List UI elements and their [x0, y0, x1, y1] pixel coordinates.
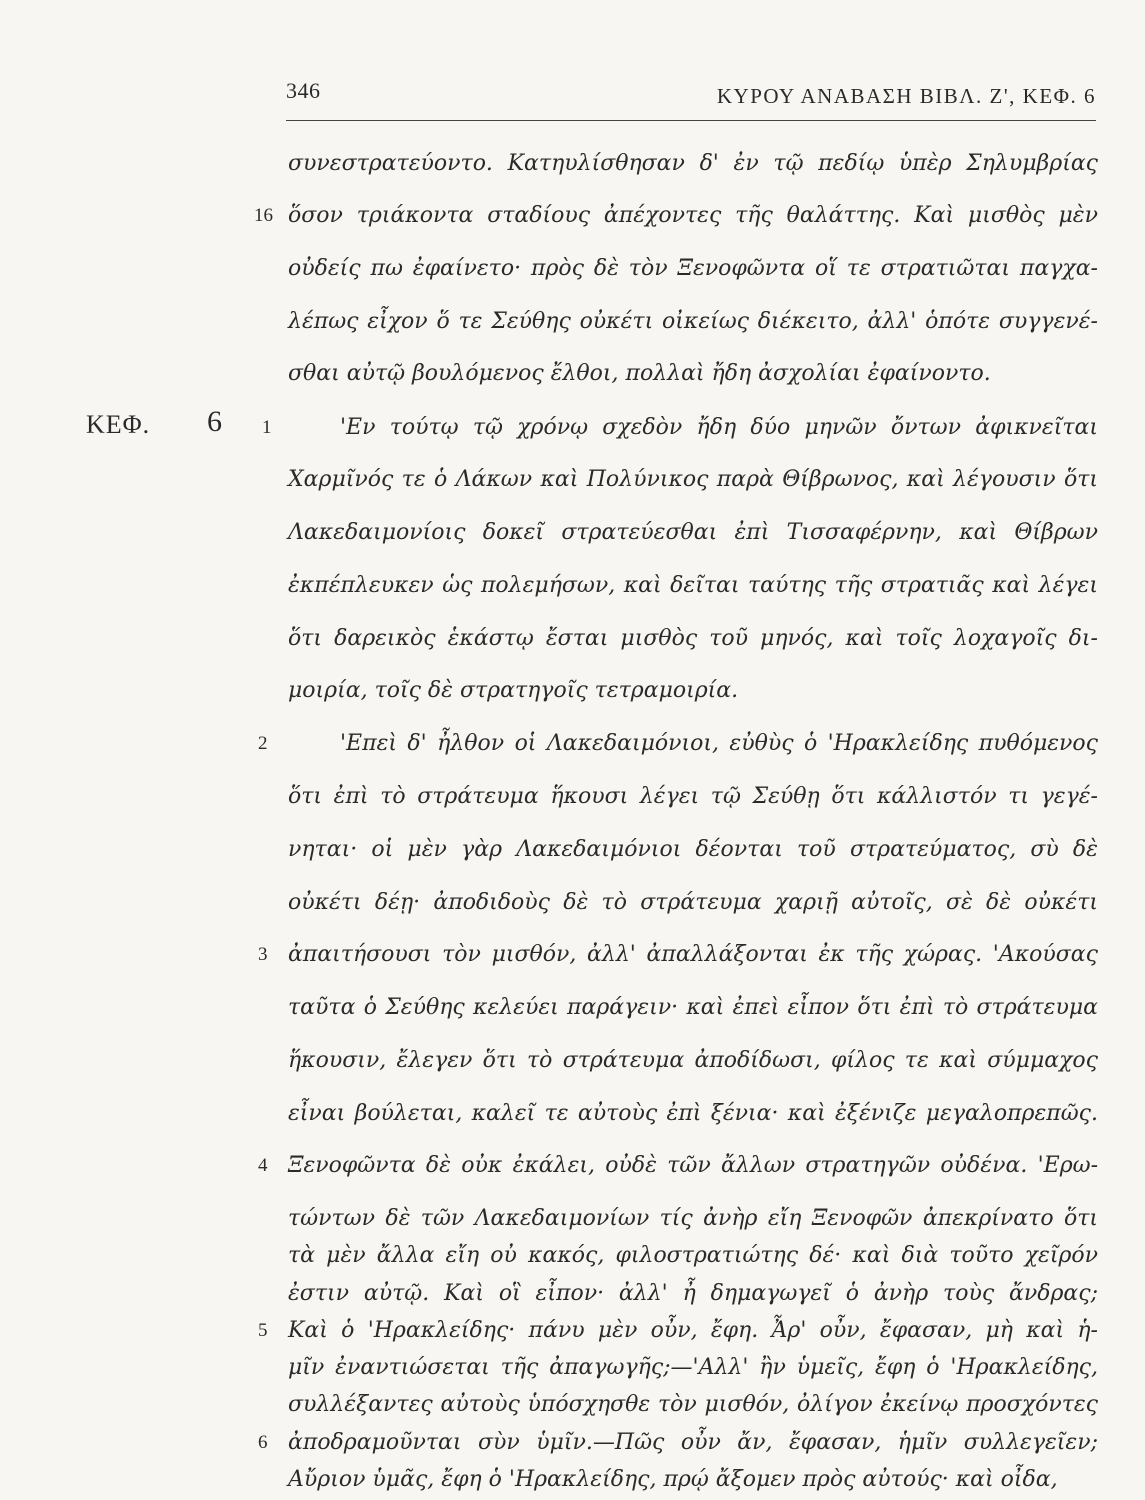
section-number: 16: [254, 205, 273, 226]
text-line: οὐκέτι δέῃ· ἀποδιδοὺς δὲ τὸ στράτευμα χαριῇ αὐτοῖς, σὲ δὲ οὐκέτι: [288, 890, 1098, 915]
text-line: ὅσον τριάκοντα σταδίους ἀπέχοντες τῆς θαλάττης. Καὶ μισθὸς μὲν: [288, 203, 1098, 228]
section-number: 5: [258, 1320, 268, 1341]
section-number: 4: [258, 1155, 268, 1176]
text-line: τὰ μὲν ἄλλα εἴη οὐ κακός, φιλοστρατιώτης δέ· καὶ διὰ τοῦτο χεῖρόν: [288, 1243, 1098, 1268]
page-header: [286, 78, 1096, 118]
text-line: ἀπαιτήσουσι τὸν μισθόν, ἀλλ' ἀπαλλάξονται ἐκ τῆς χώρας. 'Ακούσας: [288, 942, 1098, 967]
text-line: ὅτι δαρεικὸς ἑκάστῳ ἔσται μισθὸς τοῦ μηνός, καὶ τοῖς λοχαγοῖς δι-: [288, 626, 1098, 651]
text-line: λέπως εἶχον ὅ τε Σεύθης οὐκέτι οἰκείως διέκειτο, ἀλλ' ὁπότε συγγενέ-: [288, 309, 1098, 334]
section-number: 6: [258, 1432, 268, 1453]
page-number: 346: [286, 78, 321, 103]
text-line: ταῦτα ὁ Σεύθης κελεύει παράγειν· καὶ ἐπεὶ εἶπον ὅτι ἐπὶ τὸ στράτευμα: [288, 995, 1098, 1020]
section-number: 2: [258, 733, 268, 754]
text-line: συνεστρατεύοντο. Κατηυλίσθησαν δ' ἐν τῷ πεδίῳ ὑπὲρ Σηλυμβρίας: [288, 151, 1098, 176]
header-rule: [286, 120, 1096, 121]
text-line: νηται· οἱ μὲν γὰρ Λακεδαιμόνιοι δέονται τοῦ στρατεύματος, σὺ δὲ: [288, 837, 1098, 862]
chapter-label: ΚΕΦ.: [86, 410, 151, 439]
running-head: ΚΥΡΟΥ ΑΝΑΒΑΣΗ ΒΙΒΛ. Ζ', ΚΕΦ. 6: [716, 84, 1096, 108]
text-line: μῖν ἐναντιώσεται τῆς ἀπαγωγῆς;—'Αλλ' ἢν ὑμεῖς, ἔφη ὁ 'Ηρακλείδης,: [288, 1355, 1098, 1380]
chapter-number: 6: [207, 405, 222, 438]
text-line: Χαρμῖνός τε ὁ Λάκων καὶ Πολύνικος παρὰ Θίβρωνος, καὶ λέγουσιν ὅτι: [288, 467, 1098, 492]
text-line: 'Επεὶ δ' ἦλθον οἱ Λακεδαιμόνιοι, εὐθὺς ὁ 'Ηρακλείδης πυθόμενος: [340, 731, 1098, 756]
text-line: Καὶ ὁ 'Ηρακλείδης· πάνυ μὲν οὖν, ἔφη. Ἆρ' οὖν, ἔφασαν, μὴ καὶ ἡ-: [288, 1318, 1098, 1343]
text-line: εἶναι βούλεται, καλεῖ τε αὐτοὺς ἐπὶ ξένια· καὶ ἐξένιζε μεγαλοπρεπῶς.: [288, 1101, 1098, 1126]
text-line: οὐδείς πω ἐφαίνετο· πρὸς δὲ τὸν Ξενοφῶντα οἵ τε στρατιῶται παγχα-: [288, 256, 1098, 281]
text-line: συλλέξαντες αὐτοὺς ὑπόσχησθε τὸν μισθόν, ὀλίγον ἐκείνῳ προσχόντες: [288, 1392, 1098, 1417]
section-number: 3: [258, 944, 268, 965]
text-line: ἐστιν αὐτῷ. Καὶ οἳ εἶπον· ἀλλ' ἦ δημαγωγεῖ ὁ ἀνὴρ τοὺς ἄνδρας;: [288, 1281, 1098, 1306]
text-line: ὅτι ἐπὶ τὸ στράτευμα ἥκουσι λέγει τῷ Σεύθῃ ὅτι κάλλιστόν τι γεγέ-: [288, 784, 1098, 809]
text-line: 'Εν τούτῳ τῷ χρόνῳ σχεδὸν ἤδη δύο μηνῶν ὄντων ἀφικνεῖται: [340, 415, 1098, 440]
text-line: ἀποδραμοῦνται σὺν ὑμῖν.—Πῶς οὖν ἄν, ἔφασαν, ἡμῖν συλλεγεῖεν;: [288, 1430, 1098, 1455]
section-number: 1: [262, 417, 272, 438]
text-line: ἐκπέπλευκεν ὡς πολεμήσων, καὶ δεῖται ταύτης τῆς στρατιᾶς καὶ λέγει: [288, 573, 1098, 598]
text-line: Λακεδαιμονίοις δοκεῖ στρατεύεσθαι ἐπὶ Τισσαφέρνην, καὶ Θίβρων: [288, 520, 1098, 545]
text-line: τώντων δὲ τῶν Λακεδαιμονίων τίς ἀνὴρ εἴη Ξενοφῶν ἀπεκρίνατο ὅτι: [288, 1206, 1098, 1231]
text-line: Ξενοφῶντα δὲ οὐκ ἐκάλει, οὐδὲ τῶν ἄλλων στρατηγῶν οὐδένα. 'Ερω-: [288, 1153, 1098, 1178]
text-line: μοιρία, τοῖς δὲ στρατηγοῖς τετραμοιρία.: [288, 678, 739, 703]
text-line: σθαι αὐτῷ βουλόμενος ἔλθοι, πολλαὶ ἤδη ἀσχολίαι ἐφαίνοντο.: [288, 361, 991, 386]
text-line: ἥκουσιν, ἔλεγεν ὅτι τὸ στράτευμα ἀποδίδωσι, φίλος τε καὶ σύμμαχος: [288, 1048, 1098, 1073]
text-line: Αὔριον ὑμᾶς, ἔφη ὁ 'Ηρακλείδης, πρῴ ἄξομεν πρὸς αὐτούς· καὶ οἶδα,: [288, 1467, 1058, 1492]
